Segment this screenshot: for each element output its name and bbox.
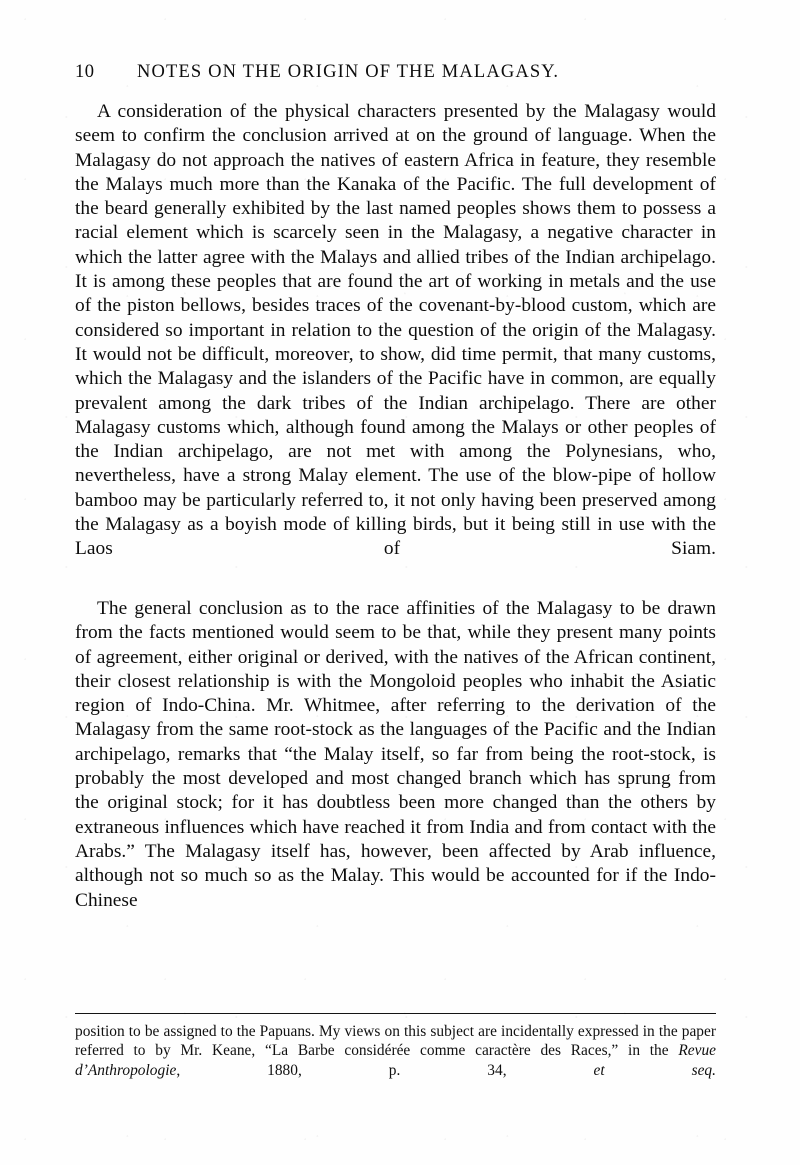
- body-paragraph-1: A consideration of the physical characters presented by the Malagasy would seem to confirm the conclusion arrived at on the ground of language. When the Malagasy do not approach the natives of eastern Africa in feature, they resemble the Malays much more than the Kanaka of the Pacific. The full development of the beard generally exhibited by the last named peoples shows them to possess a racial element which is scarcely seen in the Malagasy, a negative character in which the latter agree with the Malays and allied tribes of the Indian archipelago. It is among these peoples that are found the art of working in metals and the use of the piston bellows, besides traces of the covenant-by-blood custom, which are considered so important in relation to the question of the origin of the Malagasy. It would not be difficult, moreover, to show, did time permit, that many customs, which the Malagasy and the islanders of the Pacific have in common, are equally prevalent among the dark tribes of the Indian archipelago. There are other Malagasy customs which, although found among the Malays or other peoples of the Indian archipelago, are not met with among the Polynesians, who, nevertheless, have a strong Malay element. The use of the blow-pipe of hollow bamboo may be particularly referred to, it not only having been preserved among the Malagasy as a boyish mode of killing birds, but it being still in use with the Laos of Siam.: [75, 101, 716, 560]
- footnote-et-seq: et seq.: [593, 1061, 716, 1079]
- running-head-title: NOTES ON THE ORIGIN OF THE MALAGASY.: [137, 62, 560, 82]
- footnote-journal-title: Revue d’Anthropologie: [75, 1042, 716, 1079]
- footnote-citation-tail: , 1880, p. 34,: [176, 1061, 507, 1079]
- footnote-text: [75, 1022, 716, 1100]
- body-text-block: [75, 100, 716, 937]
- running-head: [75, 62, 715, 88]
- page-folio-number: 10: [75, 62, 95, 82]
- body-paragraph-2: The general conclusion as to the race affinities of the Malagasy to be drawn from the facts mentioned would seem to be that, while they present many points of agreement, either original or derived, with the natives of the African continent, their closest relationship is with the Mongoloid peoples who inhabit the Asiatic region of Indo-China. Mr. Whitmee, after referring to the derivation of the Malagasy from the same root-stock as the languages of the Pacific and the Indian archipelago, remarks that “the Malay itself, so far from being the root-stock, is probably the most developed and most changed branch which has sprung from the original stock; for it has doubtless been more changed than the others by extraneous influences which have reached it from India and from contact with the Arabs.” The Malagasy itself has, however, been affected by Arab influence, although not so much so as the Malay. This would be accounted for if the Indo-Chinese: [75, 597, 716, 911]
- footnote-block: [75, 1022, 716, 1100]
- footnote-lead-text: position to be assigned to the Papuans. My views on this subject are incidentally expressed in the paper referred to by Mr. Keane, “La Barbe considérée comme caractère des Races,” in the: [75, 1023, 716, 1060]
- footnote-separator-rule: [75, 1013, 716, 1014]
